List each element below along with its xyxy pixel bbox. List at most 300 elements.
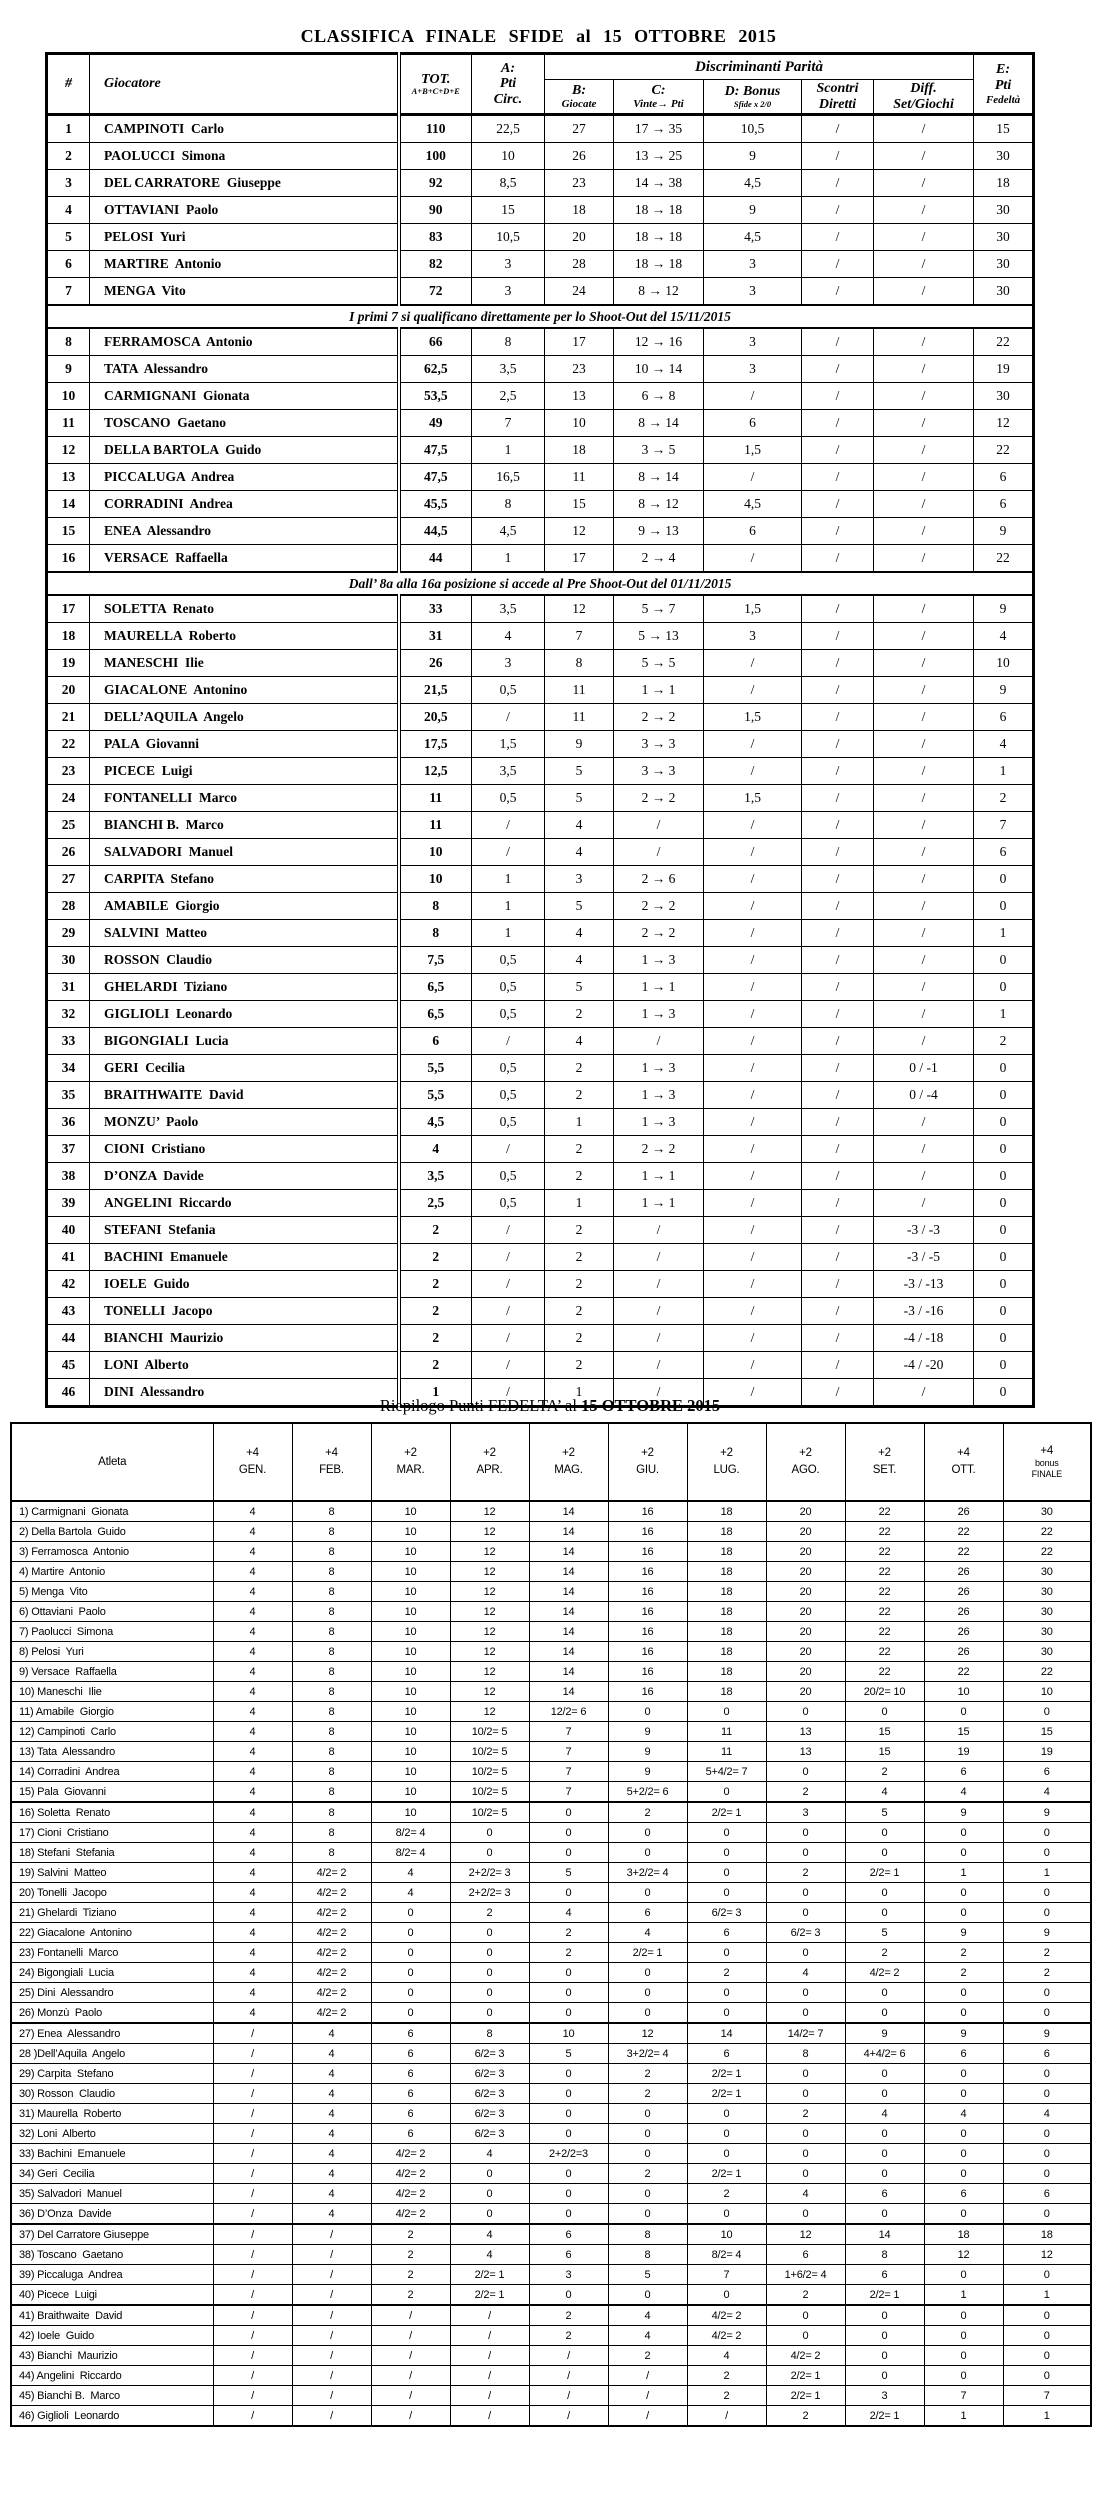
val-apr-cell: 0: [450, 2003, 529, 2024]
diff-set-giochi-cell: /: [874, 1379, 974, 1407]
bonus-ott-label: +4: [957, 1446, 970, 1459]
val-mag-cell: 0: [529, 2204, 608, 2225]
val-finale-cell: 15: [1003, 1722, 1091, 1742]
rank-cell: 38: [47, 1163, 90, 1190]
val-giu-cell: 4: [608, 2326, 687, 2346]
a-pti-circ-cell: 1: [472, 437, 545, 464]
t2-header: [11, 1423, 1091, 1501]
t1-row: [47, 1325, 1034, 1352]
val-gen-cell: /: [213, 2346, 292, 2366]
val-mar-cell: 10: [371, 1602, 450, 1622]
rank-cell: 31: [47, 974, 90, 1001]
t2-row: [11, 2084, 1091, 2104]
c-vinte-cell: 6 → 8: [614, 383, 704, 410]
athlete-cell: 37) Del Carratore Giuseppe: [11, 2224, 213, 2245]
qualification-note: I primi 7 si qualificano direttamente per lo Shoot-Out del 15/11/2015: [47, 305, 1034, 328]
a-pti-circ-cell: /: [472, 1352, 545, 1379]
col-header-mag: [529, 1423, 608, 1501]
b-giocate-cell: 23: [545, 356, 614, 383]
val-giu-cell: 9: [608, 1742, 687, 1762]
val-apr-cell: 12: [450, 1582, 529, 1602]
b-giocate-cell: 2: [545, 1001, 614, 1028]
col-header-e-fedelta: [974, 54, 1034, 115]
b-giocate-cell: 17: [545, 545, 614, 573]
t2-row: [11, 1863, 1091, 1883]
val-apr-cell: /: [450, 2386, 529, 2406]
val-finale-cell: 0: [1003, 2003, 1091, 2024]
val-ago-cell: 14/2= 7: [766, 2023, 845, 2044]
diff-set-giochi-cell: /: [874, 785, 974, 812]
val-ago-cell: 20: [766, 1562, 845, 1582]
t1-row: [47, 974, 1034, 1001]
val-set-cell: 9: [845, 2023, 924, 2044]
t1-row: [47, 328, 1034, 356]
rank-cell: 34: [47, 1055, 90, 1082]
c-vinte-cell: 1 → 3: [614, 1001, 704, 1028]
val-finale-cell: 1: [1003, 1863, 1091, 1883]
scontri-diretti-cell: /: [802, 1109, 874, 1136]
val-giu-cell: 0: [608, 1702, 687, 1722]
val-finale-cell: 22: [1003, 1662, 1091, 1682]
e-fedelta-label: Fedeltà: [985, 93, 1021, 106]
t2-row: [11, 1883, 1091, 1903]
c-vinte-cell: 8 → 14: [614, 410, 704, 437]
val-ago-cell: 2/2= 1: [766, 2386, 845, 2406]
a-pti-circ-cell: 7: [472, 410, 545, 437]
val-feb-cell: /: [292, 2386, 371, 2406]
b-giocate-cell: 4: [545, 839, 614, 866]
val-gen-cell: 4: [213, 1883, 292, 1903]
val-finale-cell: 0: [1003, 2305, 1091, 2326]
val-gen-cell: 4: [213, 1582, 292, 1602]
val-giu-cell: 16: [608, 1622, 687, 1642]
d-bonus-cell: 1,5: [704, 704, 802, 731]
rank-cell: 41: [47, 1244, 90, 1271]
athlete-cell: 27) Enea Alessandro: [11, 2023, 213, 2044]
val-ago-cell: 0: [766, 1883, 845, 1903]
val-apr-cell: 12: [450, 1501, 529, 1522]
t2-row: [11, 1782, 1091, 1803]
val-feb-cell: 4/2= 2: [292, 1943, 371, 1963]
diff-set-giochi-cell: /: [874, 893, 974, 920]
player-cell: MANESCHI Ilie: [90, 650, 399, 677]
c-vinte-cell: 1 → 3: [614, 947, 704, 974]
a-pti-circ-cell: 0,5: [472, 1082, 545, 1109]
player-cell: BACHINI Emanuele: [90, 1244, 399, 1271]
a-pti-circ-cell: 2,5: [472, 383, 545, 410]
rank-cell: 24: [47, 785, 90, 812]
col-header-b-giocate: [545, 80, 614, 115]
e-fedelta-cell: 2: [974, 785, 1034, 812]
val-giu-cell: 6: [608, 1903, 687, 1923]
tot-cell: 6,5: [399, 1001, 472, 1028]
val-finale-cell: 30: [1003, 1642, 1091, 1662]
d-bonus-cell: 1,5: [704, 785, 802, 812]
t1-row: [47, 1163, 1034, 1190]
athlete-cell: 18) Stefani Stefania: [11, 1843, 213, 1863]
t2-row: [11, 1943, 1091, 1963]
d-bonus-cell: /: [704, 1055, 802, 1082]
val-set-cell: 4+4/2= 6: [845, 2044, 924, 2064]
tot-cell: 92: [399, 170, 472, 197]
val-ott-cell: 2: [924, 1943, 1003, 1963]
val-ago-cell: 0: [766, 2305, 845, 2326]
diff-set-giochi-cell: /: [874, 437, 974, 464]
val-mar-cell: 2: [371, 2265, 450, 2285]
b-giocate-cell: 2: [545, 1055, 614, 1082]
val-mar-cell: 4: [371, 1883, 450, 1903]
t1-row: [47, 518, 1034, 545]
val-mar-cell: 6: [371, 2084, 450, 2104]
val-apr-cell: 6/2= 3: [450, 2104, 529, 2124]
t1-body: [47, 115, 1034, 1407]
diff-set-giochi-cell: /: [874, 328, 974, 356]
val-ott-cell: 26: [924, 1582, 1003, 1602]
val-finale-cell: 0: [1003, 2064, 1091, 2084]
val-mar-cell: 6: [371, 2023, 450, 2044]
val-gen-cell: /: [213, 2084, 292, 2104]
t2-row: [11, 2023, 1091, 2044]
t2-row: [11, 2346, 1091, 2366]
val-finale-cell: 0: [1003, 2265, 1091, 2285]
val-gen-cell: /: [213, 2204, 292, 2225]
bonus-ago-label: +2: [799, 1446, 812, 1459]
t1-row: [47, 464, 1034, 491]
val-giu-cell: 0: [608, 2104, 687, 2124]
val-feb-cell: 4: [292, 2204, 371, 2225]
c-vinte-cell: 2 → 2: [614, 1136, 704, 1163]
scontri-diretti-cell: /: [802, 758, 874, 785]
val-lug-cell: 0: [687, 1843, 766, 1863]
athlete-cell: 17) Cioni Cristiano: [11, 1823, 213, 1843]
b-giocate-cell: 17: [545, 328, 614, 356]
val-finale-cell: 9: [1003, 1923, 1091, 1943]
diff-set-giochi-cell: /: [874, 812, 974, 839]
finale-word-label: FINALE: [1031, 1468, 1062, 1479]
val-set-cell: 2: [845, 1943, 924, 1963]
val-giu-cell: 5+2/2= 6: [608, 1782, 687, 1803]
val-set-cell: 0: [845, 1983, 924, 2003]
athlete-cell: 29) Carpita Stefano: [11, 2064, 213, 2084]
val-finale-cell: 0: [1003, 2366, 1091, 2386]
t2-row: [11, 2184, 1091, 2204]
val-lug-cell: /: [687, 2406, 766, 2427]
t1-row: [47, 1298, 1034, 1325]
val-giu-cell: 16: [608, 1602, 687, 1622]
d-bonus-cell: 4,5: [704, 224, 802, 251]
scontri-diretti-cell: /: [802, 893, 874, 920]
rank-cell: 21: [47, 704, 90, 731]
val-giu-cell: 0: [608, 2204, 687, 2225]
a-pti-circ-cell: /: [472, 812, 545, 839]
tot-cell: 45,5: [399, 491, 472, 518]
val-lug-cell: 18: [687, 1582, 766, 1602]
b-giocate-cell: 2: [545, 1163, 614, 1190]
val-gen-cell: 4: [213, 1682, 292, 1702]
val-mag-cell: 14: [529, 1642, 608, 1662]
t1-row: [47, 115, 1034, 143]
val-gen-cell: 4: [213, 1802, 292, 1823]
e-fedelta-cell: 30: [974, 224, 1034, 251]
tot-cell: 47,5: [399, 437, 472, 464]
val-mag-cell: 3: [529, 2265, 608, 2285]
c-vinte-cell: 3 → 3: [614, 731, 704, 758]
col-header-apr: [450, 1423, 529, 1501]
d-bonus-cell: 1,5: [704, 437, 802, 464]
val-finale-cell: 2: [1003, 1943, 1091, 1963]
c-vinte-cell: /: [614, 839, 704, 866]
val-mar-cell: 8/2= 4: [371, 1823, 450, 1843]
c-vinte-cell: /: [614, 1325, 704, 1352]
t1-row: [47, 491, 1034, 518]
val-lug-cell: 0: [687, 1883, 766, 1903]
b-giocate-cell: 2: [545, 1271, 614, 1298]
player-cell: LONI Alberto: [90, 1352, 399, 1379]
tot-cell: 49: [399, 410, 472, 437]
val-mag-cell: 5: [529, 2044, 608, 2064]
tot-cell: 72: [399, 278, 472, 306]
tot-cell: 2,5: [399, 1190, 472, 1217]
bonus-gen-label: +4: [246, 1446, 259, 1459]
val-apr-cell: 0: [450, 1943, 529, 1963]
a-pti-circ-cell: /: [472, 1379, 545, 1407]
val-apr-cell: 0: [450, 1923, 529, 1943]
val-mag-cell: 4: [529, 1903, 608, 1923]
player-cell: DINI Alessandro: [90, 1379, 399, 1407]
val-set-cell: 5: [845, 1923, 924, 1943]
rank-cell: 37: [47, 1136, 90, 1163]
val-ott-cell: 26: [924, 1642, 1003, 1662]
val-apr-cell: 6/2= 3: [450, 2124, 529, 2144]
val-feb-cell: 8: [292, 1722, 371, 1742]
tot-cell: 7,5: [399, 947, 472, 974]
c-vinte-cell: 5 → 7: [614, 595, 704, 623]
val-feb-cell: 4: [292, 2023, 371, 2044]
diff-set-giochi-cell: /: [874, 704, 974, 731]
rank-cell: 22: [47, 731, 90, 758]
val-gen-cell: 4: [213, 1943, 292, 1963]
val-ott-cell: 15: [924, 1722, 1003, 1742]
val-ago-cell: 4: [766, 2184, 845, 2204]
val-mag-cell: 0: [529, 2285, 608, 2306]
scontri-diretti-cell: /: [802, 1244, 874, 1271]
scontri-diretti-cell: /: [802, 170, 874, 197]
t2-row: [11, 2003, 1091, 2024]
a-pti-circ-cell: 10,5: [472, 224, 545, 251]
diff-set-giochi-cell: -4 / -20: [874, 1352, 974, 1379]
val-set-cell: 4: [845, 1782, 924, 1803]
val-set-cell: 14: [845, 2224, 924, 2245]
t2-row: [11, 1843, 1091, 1863]
val-ago-cell: 4/2= 2: [766, 2346, 845, 2366]
t1-row: [47, 251, 1034, 278]
val-ott-cell: 6: [924, 2184, 1003, 2204]
t2-header-row: [11, 1423, 1091, 1501]
diff-label: Diff.: [910, 81, 937, 96]
val-mar-cell: 10: [371, 1662, 450, 1682]
val-gen-cell: /: [213, 2366, 292, 2386]
player-cell: TOSCANO Gaetano: [90, 410, 399, 437]
tot-cell: 11: [399, 785, 472, 812]
val-ott-cell: 0: [924, 1843, 1003, 1863]
e-fedelta-cell: 0: [974, 1190, 1034, 1217]
c-vinte-cell: 8 → 12: [614, 491, 704, 518]
c-vinte-cell: /: [614, 1352, 704, 1379]
scontri-diretti-cell: /: [802, 383, 874, 410]
t1-row: [47, 947, 1034, 974]
val-lug-cell: 18: [687, 1562, 766, 1582]
b-giocate-cell: 11: [545, 704, 614, 731]
scontri-diretti-cell: /: [802, 1136, 874, 1163]
scontri-diretti-cell: /: [802, 251, 874, 278]
b-giocate-cell: 4: [545, 812, 614, 839]
bonus-mar-label: +2: [404, 1446, 417, 1459]
val-finale-cell: 22: [1003, 1542, 1091, 1562]
c-vinte-cell: /: [614, 1028, 704, 1055]
b-giocate-cell: 5: [545, 974, 614, 1001]
t2-row: [11, 2064, 1091, 2084]
val-mag-cell: 7: [529, 1762, 608, 1782]
val-lug-cell: 0: [687, 2124, 766, 2144]
c-vinte-cell: 18 → 18: [614, 197, 704, 224]
val-lug-cell: 0: [687, 2144, 766, 2164]
val-ott-cell: 0: [924, 2346, 1003, 2366]
val-mag-cell: 10: [529, 2023, 608, 2044]
player-cell: IOELE Guido: [90, 1271, 399, 1298]
d-bonus-cell: 9: [704, 143, 802, 170]
val-feb-cell: /: [292, 2406, 371, 2427]
val-gen-cell: 4: [213, 1562, 292, 1582]
val-mar-cell: /: [371, 2326, 450, 2346]
val-feb-cell: 4/2= 2: [292, 1903, 371, 1923]
t2-row: [11, 2366, 1091, 2386]
tot-cell: 53,5: [399, 383, 472, 410]
athlete-cell: 12) Campinoti Carlo: [11, 1722, 213, 1742]
diff-set-giochi-cell: /: [874, 1028, 974, 1055]
val-ott-cell: 0: [924, 2124, 1003, 2144]
val-finale-cell: 0: [1003, 1823, 1091, 1843]
val-ott-cell: 22: [924, 1662, 1003, 1682]
player-cell: CARPITA Stefano: [90, 866, 399, 893]
t1-row: [47, 170, 1034, 197]
val-gen-cell: 4: [213, 1622, 292, 1642]
rank-cell: 28: [47, 893, 90, 920]
e-fedelta-cell: 12: [974, 410, 1034, 437]
val-gen-cell: /: [213, 2386, 292, 2406]
val-ott-cell: 0: [924, 2366, 1003, 2386]
c-vinte-cell: 2 → 4: [614, 545, 704, 573]
val-mag-cell: 14: [529, 1542, 608, 1562]
t1-row: [47, 595, 1034, 623]
scontri-diretti-cell: /: [802, 1271, 874, 1298]
player-cell: GIACALONE Antonino: [90, 677, 399, 704]
val-gen-cell: 4: [213, 1722, 292, 1742]
d-bonus-cell: 9: [704, 197, 802, 224]
val-giu-cell: 0: [608, 2144, 687, 2164]
e-fedelta-cell: 30: [974, 251, 1034, 278]
player-cell: CARMIGNANI Gionata: [90, 383, 399, 410]
a-circ-label: Circ.: [493, 92, 523, 107]
val-set-cell: 22: [845, 1602, 924, 1622]
val-giu-cell: 16: [608, 1562, 687, 1582]
e-fedelta-cell: 0: [974, 1298, 1034, 1325]
month-ago-label: AGO.: [791, 1464, 820, 1476]
player-cell: PICECE Luigi: [90, 758, 399, 785]
val-giu-cell: 16: [608, 1582, 687, 1602]
val-mag-cell: 2: [529, 1943, 608, 1963]
t2-row: [11, 1582, 1091, 1602]
val-giu-cell: 9: [608, 1722, 687, 1742]
val-giu-cell: 3+2/2= 4: [608, 1863, 687, 1883]
t1-row: [47, 920, 1034, 947]
scontri-diretti-cell: /: [802, 545, 874, 573]
val-giu-cell: 2/2= 1: [608, 1943, 687, 1963]
d-bonus-cell: 6: [704, 518, 802, 545]
d-bonus-cell: /: [704, 383, 802, 410]
val-gen-cell: 4: [213, 1542, 292, 1562]
tot-cell: 17,5: [399, 731, 472, 758]
b-giocate-cell: 23: [545, 170, 614, 197]
player-cell: SALVINI Matteo: [90, 920, 399, 947]
e-fedelta-cell: 9: [974, 677, 1034, 704]
c-vinte-cell: 13 → 25: [614, 143, 704, 170]
val-lug-cell: 18: [687, 1642, 766, 1662]
scontri-diretti-cell: /: [802, 1325, 874, 1352]
val-ott-cell: 9: [924, 2023, 1003, 2044]
val-apr-cell: 4: [450, 2144, 529, 2164]
val-lug-cell: 2: [687, 2366, 766, 2386]
val-apr-cell: 2: [450, 1903, 529, 1923]
diff-set-giochi-cell: /: [874, 1109, 974, 1136]
val-mag-cell: /: [529, 2346, 608, 2366]
val-ott-cell: 0: [924, 1702, 1003, 1722]
val-gen-cell: 4: [213, 1823, 292, 1843]
t2-row: [11, 1562, 1091, 1582]
val-finale-cell: 2: [1003, 1963, 1091, 1983]
val-ott-cell: 26: [924, 1622, 1003, 1642]
rank-cell: 39: [47, 1190, 90, 1217]
val-gen-cell: 4: [213, 1602, 292, 1622]
val-gen-cell: /: [213, 2064, 292, 2084]
val-ago-cell: 0: [766, 1843, 845, 1863]
val-ott-cell: 22: [924, 1522, 1003, 1542]
val-set-cell: 0: [845, 2144, 924, 2164]
val-giu-cell: 0: [608, 2184, 687, 2204]
t1-row: [47, 1055, 1034, 1082]
val-apr-cell: 10/2= 5: [450, 1742, 529, 1762]
t2-body: [11, 1501, 1091, 2426]
val-feb-cell: 4/2= 2: [292, 1963, 371, 1983]
val-giu-cell: 16: [608, 1501, 687, 1522]
b-giocate-cell: 4: [545, 1028, 614, 1055]
b-giocate-label: Giocate: [561, 98, 597, 111]
athlete-cell: 21) Ghelardi Tiziano: [11, 1903, 213, 1923]
val-ago-cell: 0: [766, 2164, 845, 2184]
t2-row: [11, 2104, 1091, 2124]
athlete-cell: 11) Amabile Giorgio: [11, 1702, 213, 1722]
athlete-cell: 28 )Dell’Aquila Angelo: [11, 2044, 213, 2064]
val-mag-cell: 14: [529, 1562, 608, 1582]
athlete-cell: 9) Versace Raffaella: [11, 1662, 213, 1682]
val-lug-cell: 0: [687, 1943, 766, 1963]
athlete-cell: 26) Monzù Paolo: [11, 2003, 213, 2024]
athlete-cell: 46) Giglioli Leonardo: [11, 2406, 213, 2427]
val-finale-cell: 0: [1003, 1702, 1091, 1722]
e-fedelta-cell: 22: [974, 545, 1034, 573]
player-cell: AMABILE Giorgio: [90, 893, 399, 920]
t2-row: [11, 2406, 1091, 2427]
val-mar-cell: 6: [371, 2104, 450, 2124]
